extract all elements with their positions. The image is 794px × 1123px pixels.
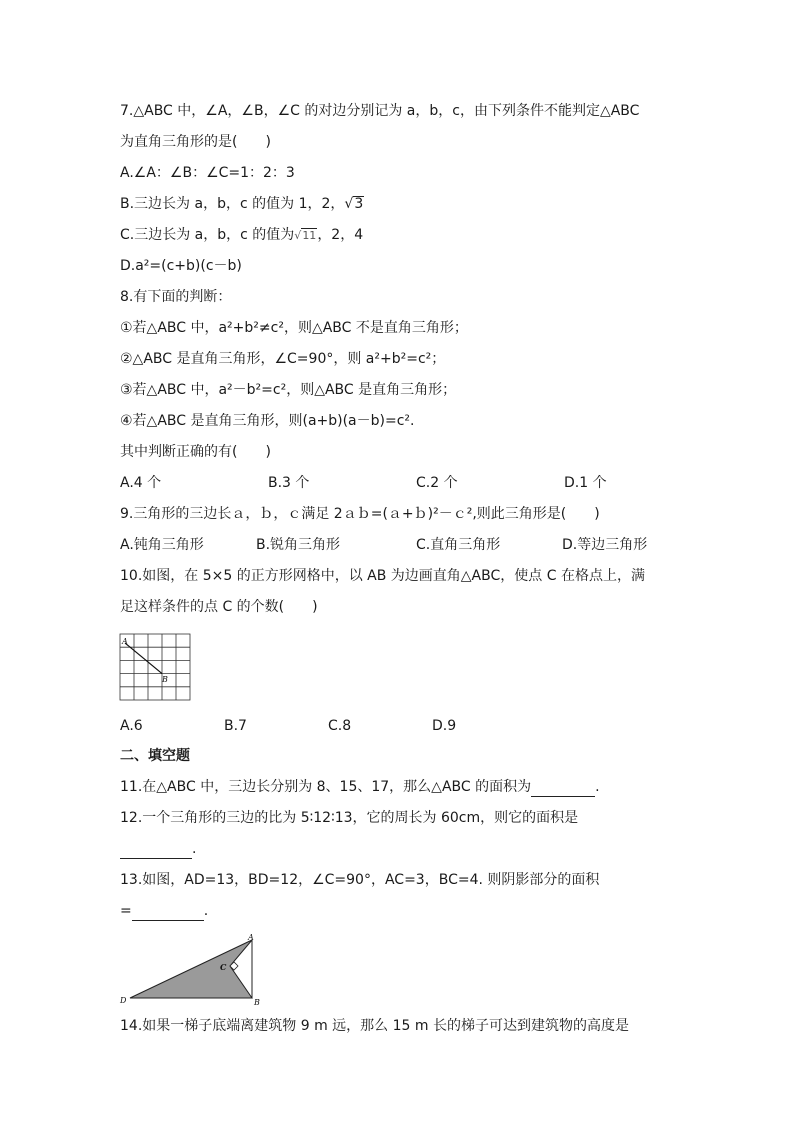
triangle-label-b: B — [254, 998, 260, 1006]
q8-statement-1: ①若△ABC 中，a²+b²≠c²，则△ABC 不是直角三角形； — [120, 320, 468, 336]
q7-option-c — [120, 225, 363, 246]
grid-figure — [118, 632, 192, 702]
q11-answer-blank[interactable] — [531, 782, 595, 797]
q13-answer-line — [120, 901, 208, 921]
q11-stem — [120, 777, 600, 797]
q10-option-b: B.7 — [224, 718, 247, 734]
section-title: 二、填空题 — [120, 748, 190, 764]
triangle-figure — [116, 932, 266, 1006]
q7-option-c-rest: ，2，4 — [317, 227, 364, 243]
sqrt-3: √3 — [344, 196, 364, 212]
q7-option-a: A.∠A：∠B：∠C=1：2：3 — [120, 165, 295, 181]
q13-end: . — [203, 903, 209, 919]
q8-statement-4: ④若△ABC 是直角三角形，则(a+b)(a－b)=c². — [120, 413, 415, 429]
q7-stem-line2: 为直角三角形的是( ) — [120, 134, 271, 150]
q8-question: 其中判断正确的有( ) — [120, 444, 271, 460]
q10-option-c: C.8 — [328, 718, 352, 734]
q13-prefix: = — [120, 903, 132, 919]
q9-option-a: A.钝角三角形 — [120, 537, 204, 553]
q8-statement-3: ③若△ABC 中，a²－b²=c²，则△ABC 是直角三角形； — [120, 382, 457, 398]
q12-answer-line — [120, 839, 196, 859]
q10-option-d: D.9 — [432, 718, 457, 734]
q11-text: 11.在△ABC 中，三边长分别为 8、15、17，那么△ABC 的面积为 — [120, 779, 532, 795]
q10-stem-line1: 10.如图，在 5×5 的正方形网格中，以 AB 为边画直角△ABC，使点 C 在格点上，满 — [120, 568, 645, 584]
q9-option-b: B.锐角三角形 — [256, 537, 341, 553]
q7-option-c-text: C.三边长为 a，b，c 的值为 — [120, 227, 295, 243]
q7-option-b-text: B.三边长为 a，b，c 的值为 1，2， — [120, 196, 345, 212]
q8-statement-2: ②△ABC 是直角三角形，∠C=90°，则 a²+b²=c²； — [120, 351, 446, 367]
q14-stem-line1: 14.如果一梯子底端离建筑物 9 m 远，那么 15 m 长的梯子可达到建筑物的高度是 — [120, 1018, 629, 1034]
q10-option-a: A.6 — [120, 718, 143, 734]
triangle-label-a: A — [248, 933, 254, 942]
q10-stem-line2: 足这样条件的点 C 的个数( ) — [120, 599, 318, 615]
q9-option-c: C.直角三角形 — [416, 537, 501, 553]
triangle-label-d: D — [120, 996, 127, 1005]
q13-stem-line1: 13.如图，AD=13，BD=12，∠C=90°，AC=3，BC=4. 则阴影部分的面积 — [120, 872, 600, 888]
grid-lines — [120, 634, 190, 700]
q8-title: 8.有下面的判断： — [120, 289, 232, 305]
grid-label-a: A — [122, 637, 128, 646]
q9-option-d: D.等边三角形 — [562, 537, 648, 553]
sqrt-11: √11 — [294, 229, 317, 242]
sqrt-11-radicand: 11 — [302, 229, 317, 242]
q7-stem-line1: 7.△ABC 中，∠A，∠B，∠C 的对边分别记为 a，b，c，由下列条件不能判定△ABC — [120, 103, 640, 119]
q12-end: . — [192, 841, 197, 857]
q8-option-b: B.3 个 — [268, 475, 310, 491]
grid-label-b: B — [162, 675, 168, 684]
q7-option-d: D.a²=(c+b)(c－b) — [120, 258, 242, 274]
q13-answer-blank[interactable] — [132, 906, 204, 921]
triangle-label-c: C — [220, 962, 227, 972]
q11-end: . — [595, 779, 600, 795]
q8-option-d: D.1 个 — [564, 475, 607, 491]
sqrt-3-radicand: 3 — [354, 196, 364, 212]
q7-option-b — [120, 194, 364, 214]
q8-option-a: A.4 个 — [120, 475, 162, 491]
q12-answer-blank[interactable] — [120, 844, 192, 859]
q9-stem: 9.三角形的三边长ａ，ｂ，ｃ满足 2ａｂ=(ａ+ｂ)²－ｃ²,则此三角形是( ) — [120, 506, 600, 522]
q12-stem-line1: 12.一个三角形的三边的比为 5∶12∶13，它的周长为 60cm，则它的面积是 — [120, 810, 579, 826]
q8-option-c: C.2 个 — [416, 475, 458, 491]
